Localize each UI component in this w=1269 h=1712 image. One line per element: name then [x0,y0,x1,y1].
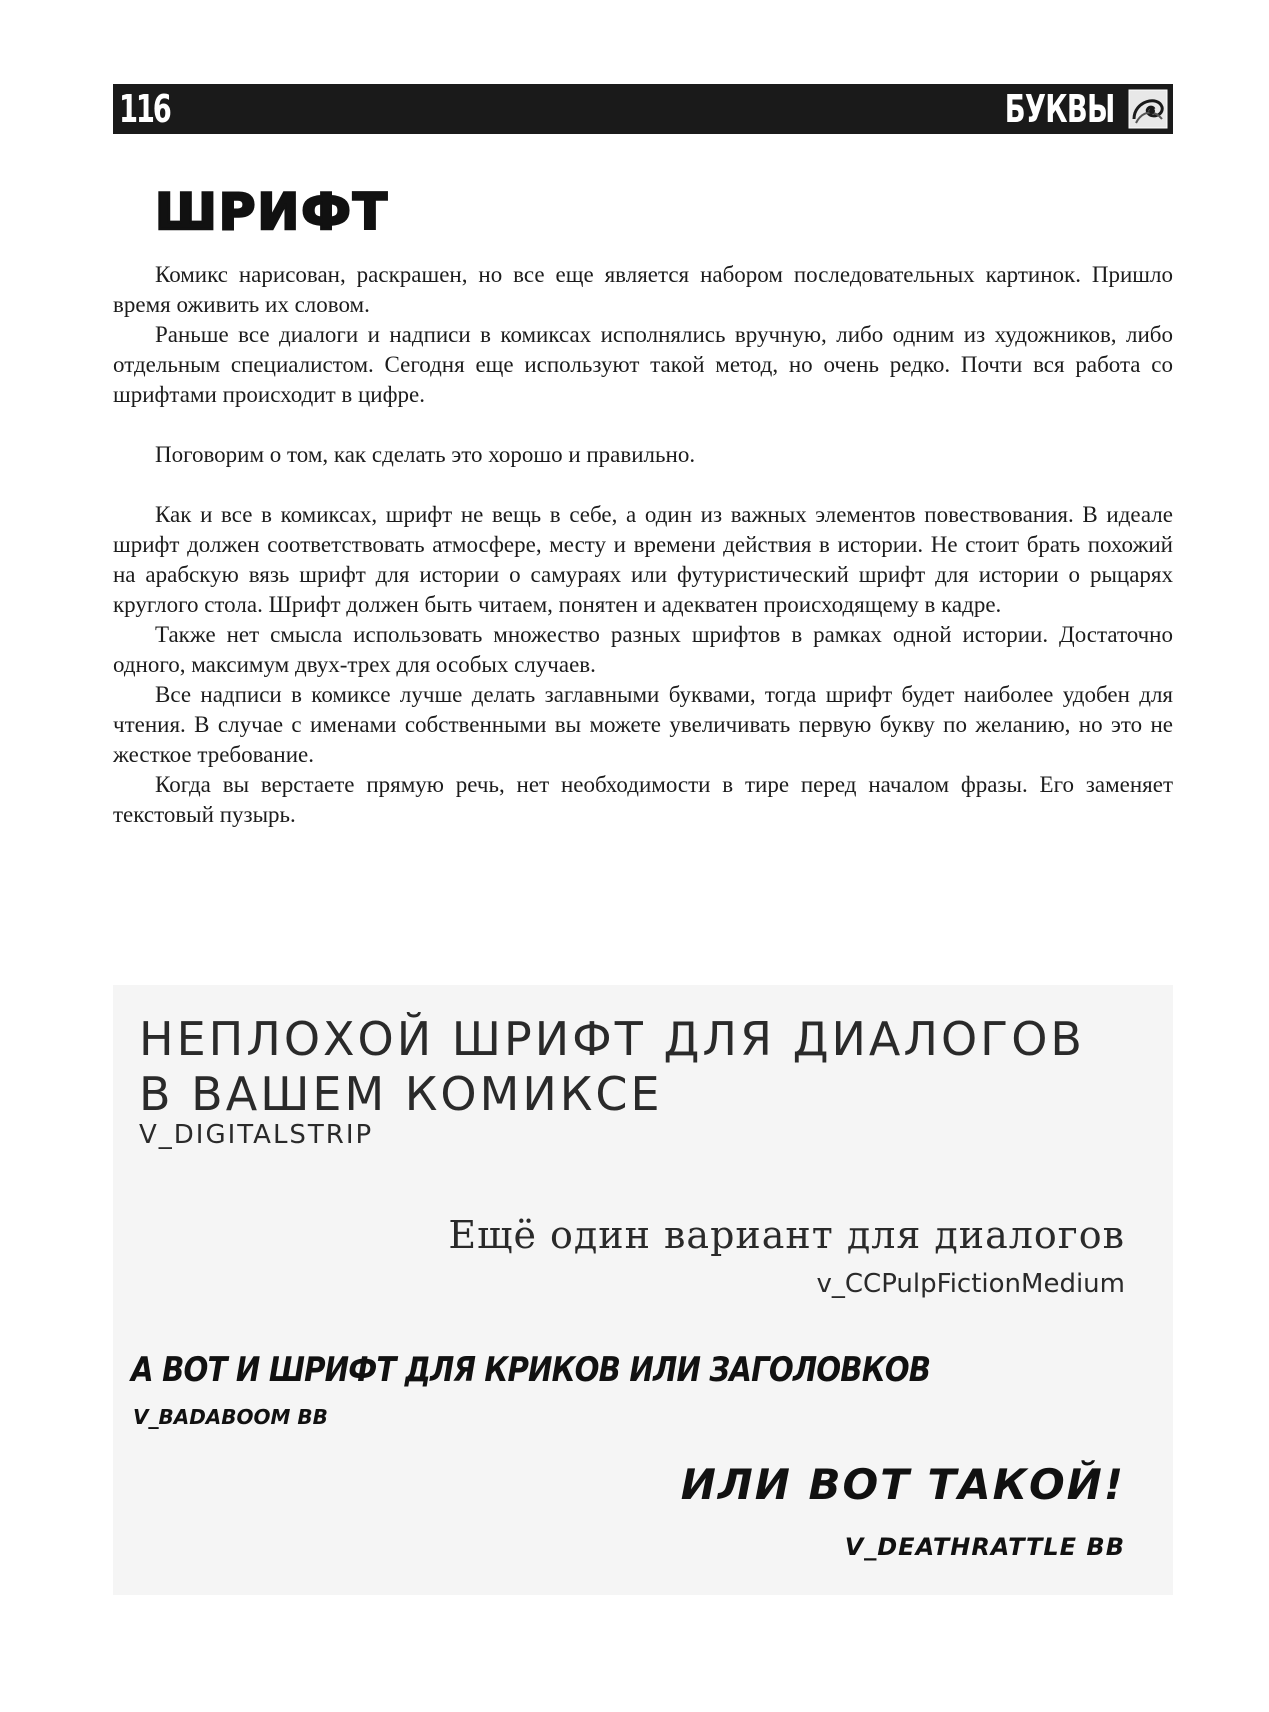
body-text [113,260,1173,830]
font-sample-text: ИЛИ ВОТ ТАКОЙ! [680,1460,1125,1509]
section-title: БУКВЫ [1005,87,1115,131]
font-sample-text [139,1012,1085,1122]
font-sample-name: V_DIGITALSTRIP [139,1120,374,1150]
font-sample-name: V_BADABOOM BB [133,1405,328,1429]
paragraph: Когда вы верстаете прямую речь, нет необходимости в тире перед началом фразы. Его заменяет текстовый пузырь. [113,772,1173,827]
font-sample-line: НЕПЛОХОЙ ШРИФТ ДЛЯ ДИАЛОГОВ [139,1012,1085,1066]
font-sample-name: v_CCPulpFictionMedium [816,1269,1125,1299]
font-sample-text: Ещё один вариант для диалогов [448,1213,1125,1257]
font-sample-text: А ВОТ И ШРИФТ ДЛЯ КРИКОВ ИЛИ ЗАГОЛОВКОВ [131,1350,931,1390]
paragraph: Поговорим о том, как сделать это хорошо и правильно. [155,442,696,467]
swirl-logo-icon [1128,89,1168,129]
paragraph: Как и все в комиксах, шрифт не вещь в себе, а один из важных элементов повествования. В идеале шрифт должен соответствовать атмосфере, месту и времени действия в истории. Не стоит брать похожий на арабскую вязь шрифт для истории о самураях или футуристический шрифт для истории о рыцарях круглого стола. Шрифт должен быть читаем, понятен и адекватен происходящему в кадре. [113,502,1173,617]
paragraph: Комикс нарисован, раскрашен, но все еще является набором последовательных картинок. Пришло время оживить их словом. [113,262,1173,317]
font-samples-figure [113,985,1173,1595]
section-heading: ШРИФТ [155,183,389,241]
paragraph: Раньше все диалоги и надписи в комиксах исполнялись вручную, либо одним из художников, либо отдельным специалистом. Сегодня еще используют такой метод, но очень редко. Почти вся работа со шрифтами происходит в цифре. [113,322,1173,407]
font-sample-line: В ВАШЕМ КОМИКСЕ [139,1067,663,1121]
paragraph: Также нет смысла использовать множество разных шрифтов в рамках одной истории. Достаточно одного, максимум двух-трех для особых случаев. [113,622,1173,677]
page-number: 116 [119,87,170,131]
font-sample-name: V_DEATHRATTLE BB [844,1533,1125,1561]
paragraph: Все надписи в комиксе лучше делать заглавными буквами, тогда шрифт будет наиболее удобен для чтения. В случае с именами собственными вы можете увеличивать первую букву по желанию, но это не жесткое требование. [113,682,1173,767]
running-header [113,84,1173,134]
